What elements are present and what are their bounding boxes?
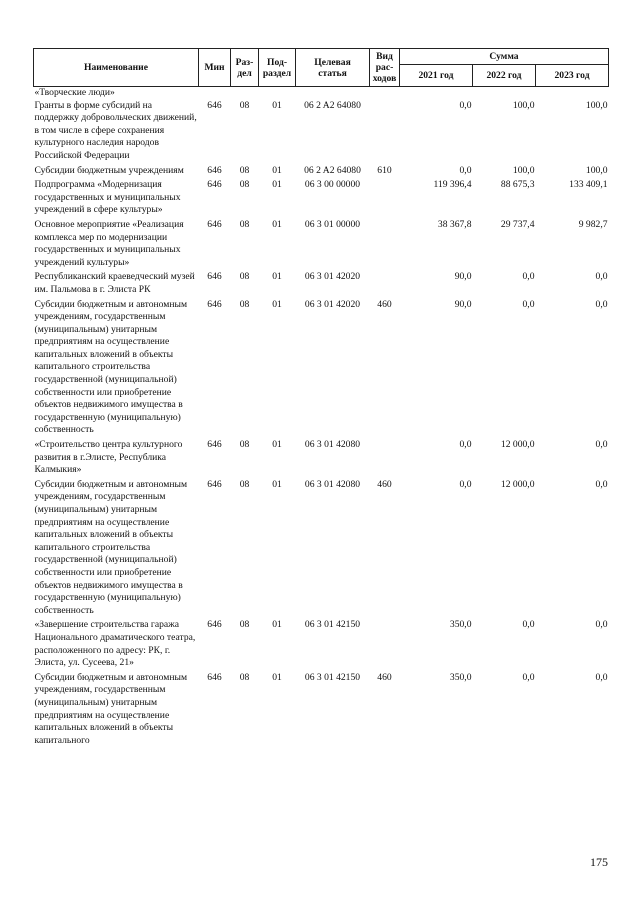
col-header-min: Мин xyxy=(199,49,231,87)
row-target-article: 06 3 01 42080 xyxy=(304,439,361,451)
row-sum-2021: 90,0 xyxy=(454,298,472,310)
row-razdel xyxy=(231,87,259,100)
col-header-name: Наименование xyxy=(34,49,199,87)
row-sum-2023: 0,0 xyxy=(595,671,608,683)
row-name: «Строительство центра культурного развития в г.Элисте, Республика Калмыкия» xyxy=(34,439,183,476)
table-row xyxy=(34,177,609,217)
col-header-expense-type: Вид рас- ходов xyxy=(370,49,400,87)
row-sum-2022 xyxy=(473,87,536,100)
row-sum-2023 xyxy=(536,87,609,100)
row-name: Субсидии бюджетным и автономным учреждениям, государственным (муниципальным) унитарным предприятиям на осуществление капитальных вложений в объекты капитального xyxy=(34,671,188,746)
row-name: «Творческие люди» xyxy=(34,87,115,98)
row-podrazdel: 01 xyxy=(272,619,282,631)
row-target-article: 06 3 01 42080 xyxy=(304,478,361,490)
row-sum-2021: 0,0 xyxy=(459,439,472,451)
table-row xyxy=(34,163,609,178)
row-razdel: 08 xyxy=(239,298,250,310)
col-header-podrazdel: Под- раздел xyxy=(259,49,296,87)
row-min: 646 xyxy=(207,164,222,176)
row-podrazdel: 01 xyxy=(272,271,282,283)
row-podrazdel: 01 xyxy=(272,439,282,451)
row-sum-2022: 29 737,4 xyxy=(500,218,535,230)
row-sum-2022: 12 000,0 xyxy=(500,439,535,451)
table-row xyxy=(34,670,609,748)
row-min: 646 xyxy=(207,298,222,310)
row-target-article: 06 3 01 42150 xyxy=(304,671,361,683)
row-sum-2023: 9 982,7 xyxy=(578,218,608,230)
row-razdel: 08 xyxy=(239,179,250,191)
col-header-year-2022: 2022 год xyxy=(473,65,536,87)
row-expense-type xyxy=(370,437,400,477)
row-podrazdel: 01 xyxy=(272,99,282,111)
table-row xyxy=(34,269,609,296)
row-min: 646 xyxy=(207,218,222,230)
row-sum-2023: 0,0 xyxy=(595,271,608,283)
row-target-article: 06 2 A2 64080 xyxy=(304,99,361,111)
table-row xyxy=(34,217,609,269)
row-expense-type: 610 xyxy=(377,164,392,176)
row-target-article: 06 3 01 42020 xyxy=(304,298,361,310)
row-name: Основное мероприятие «Реализация комплекса мер по модернизации государственных и муниципальных учреждений культуры» xyxy=(34,218,184,268)
row-podrazdel: 01 xyxy=(272,671,282,683)
row-min: 646 xyxy=(207,671,222,683)
col-header-sum: Сумма xyxy=(400,49,609,65)
table-row xyxy=(34,617,609,669)
row-min: 646 xyxy=(207,99,222,111)
col-header-razdel: Раз- дел xyxy=(231,49,259,87)
row-target-article: 06 3 01 00000 xyxy=(304,218,361,230)
row-sum-2021: 38 367,8 xyxy=(437,218,472,230)
row-podrazdel: 01 xyxy=(272,298,282,310)
row-expense-type xyxy=(370,217,400,269)
row-target-article xyxy=(296,87,370,100)
row-expense-type: 460 xyxy=(377,478,392,490)
row-sum-2021 xyxy=(400,87,473,100)
budget-page xyxy=(33,48,608,747)
table-row xyxy=(34,477,609,618)
page-number: 175 xyxy=(590,855,608,869)
row-name: Гранты в форме субсидий на поддержку добровольческих движений, в том числе в сфере сохранения культурного наследия народов Российской Федерации xyxy=(34,99,197,161)
row-razdel: 08 xyxy=(239,478,250,490)
row-name: Субсидии бюджетным и автономным учреждениям, государственным (муниципальным) унитарным предприятиям на осуществление капитальных вложений в объекты капитального строительства государственной (муниципальной) собственности или приобретение объектов недвижимого имущества в государственную (муниципальную) собственность xyxy=(34,478,188,616)
row-razdel: 08 xyxy=(239,164,250,176)
row-sum-2021: 119 396,4 xyxy=(433,179,472,191)
row-name: «Завершение строительства гаража Национального драматического театра, расположенного по адресу: РК, г. Элиста, ул. Сусеева, 21» xyxy=(34,619,196,669)
row-razdel: 08 xyxy=(239,671,250,683)
row-sum-2023: 0,0 xyxy=(595,619,608,631)
row-expense-type xyxy=(370,87,400,100)
row-sum-2021: 90,0 xyxy=(454,271,472,283)
row-min: 646 xyxy=(207,439,222,451)
row-podrazdel: 01 xyxy=(272,164,282,176)
row-sum-2022: 0,0 xyxy=(522,298,535,310)
table-row xyxy=(34,87,609,100)
col-header-year-2023: 2023 год xyxy=(536,65,609,87)
row-sum-2022: 0,0 xyxy=(522,619,535,631)
row-sum-2023: 100,0 xyxy=(585,164,608,176)
row-sum-2021: 0,0 xyxy=(459,478,472,490)
row-name: Подпрограмма «Модернизация государственных и муниципальных учреждений в сфере культуры» xyxy=(34,179,181,216)
row-min: 646 xyxy=(207,179,222,191)
row-podrazdel: 01 xyxy=(272,218,282,230)
row-target-article: 06 2 A2 64080 xyxy=(304,164,361,176)
row-razdel: 08 xyxy=(239,439,250,451)
row-min: 646 xyxy=(207,619,222,631)
row-sum-2021: 350,0 xyxy=(449,671,472,683)
row-sum-2022: 88 675,3 xyxy=(500,179,535,191)
row-sum-2022: 100,0 xyxy=(512,164,535,176)
row-expense-type xyxy=(370,617,400,669)
row-target-article: 06 3 00 00000 xyxy=(304,179,361,191)
row-expense-type xyxy=(370,100,400,163)
row-name: Субсидии бюджетным и автономным учреждениям, государственным (муниципальным) унитарным предприятиям на осуществление капитальных вложений в объекты капитального строительства государственной (муниципальной) собственности или приобретение объектов недвижимого имущества в государственную (муниципальную) собственность xyxy=(34,298,188,436)
row-sum-2022: 12 000,0 xyxy=(500,478,535,490)
row-sum-2021: 0,0 xyxy=(459,99,472,111)
row-name: Республиканский краеведческий музей им. Пальмова в г. Элиста РК xyxy=(34,271,195,295)
row-target-article: 06 3 01 42020 xyxy=(304,271,361,283)
row-min xyxy=(199,87,231,100)
row-razdel: 08 xyxy=(239,99,250,111)
row-razdel: 08 xyxy=(239,218,250,230)
row-razdel: 08 xyxy=(239,271,250,283)
row-expense-type xyxy=(370,269,400,296)
row-expense-type: 460 xyxy=(377,671,392,683)
row-min: 646 xyxy=(207,271,222,283)
row-min: 646 xyxy=(207,478,222,490)
budget-table xyxy=(33,48,609,747)
row-sum-2022: 0,0 xyxy=(522,671,535,683)
row-sum-2023: 0,0 xyxy=(595,439,608,451)
table-row xyxy=(34,297,609,438)
col-header-year-2021: 2021 год xyxy=(400,65,473,87)
row-podrazdel: 01 xyxy=(272,179,282,191)
row-sum-2023: 133 409,1 xyxy=(569,179,608,191)
budget-rows xyxy=(34,87,609,748)
row-sum-2023: 0,0 xyxy=(595,478,608,490)
row-name: Субсидии бюджетным учреждениям xyxy=(34,164,184,176)
row-sum-2022: 100,0 xyxy=(512,99,535,111)
row-sum-2021: 0,0 xyxy=(459,164,472,176)
row-expense-type xyxy=(370,177,400,217)
row-podrazdel xyxy=(259,87,296,100)
row-razdel: 08 xyxy=(239,619,250,631)
row-podrazdel: 01 xyxy=(272,478,282,490)
row-sum-2021: 350,0 xyxy=(449,619,472,631)
row-sum-2022: 0,0 xyxy=(522,271,535,283)
table-row xyxy=(34,100,609,163)
row-sum-2023: 100,0 xyxy=(585,99,608,111)
row-target-article: 06 3 01 42150 xyxy=(304,619,361,631)
col-header-target-article: Целевая статья xyxy=(296,49,370,87)
table-row xyxy=(34,437,609,477)
row-expense-type: 460 xyxy=(377,298,392,310)
row-sum-2023: 0,0 xyxy=(595,298,608,310)
